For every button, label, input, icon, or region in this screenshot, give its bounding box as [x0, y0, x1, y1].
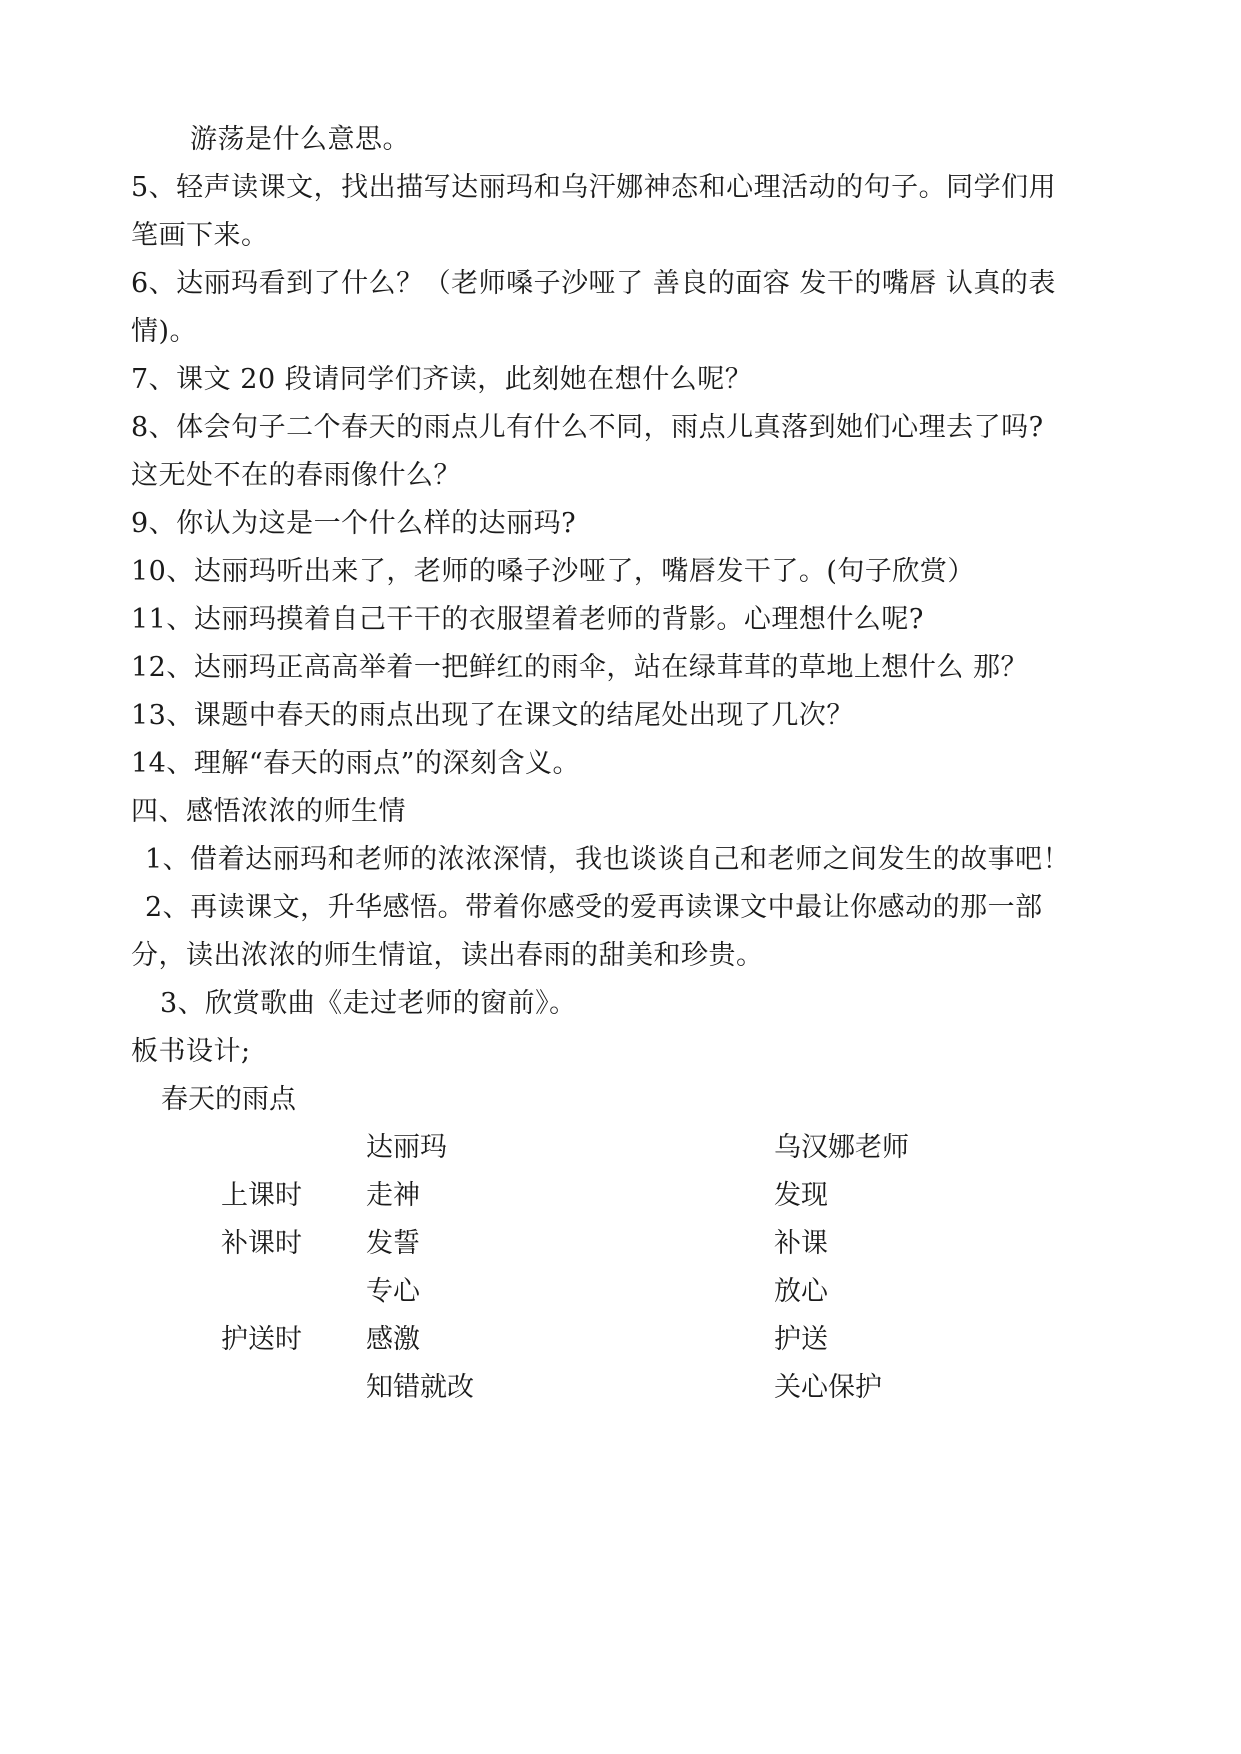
- board-row-time: 补课时: [221, 1228, 302, 1259]
- text-line: 这无处不在的春雨像什么？: [131, 460, 461, 491]
- text-line: 游荡是什么意思。: [190, 124, 410, 155]
- board-row-student: 发誓: [366, 1228, 420, 1259]
- text-line: 14、理解“春天的雨点”的深刻含义。: [131, 748, 580, 779]
- board-title: 春天的雨点: [161, 1084, 296, 1115]
- text-line: 8、体会句子二个春天的雨点儿有什么不同，雨点儿真落到她们心理去了吗?: [131, 412, 1044, 443]
- board-row-teacher: 发现: [774, 1180, 828, 1211]
- text-line: 情)。: [131, 316, 198, 347]
- board-row-student: 走神: [366, 1180, 420, 1211]
- board-row-student: 感激: [366, 1324, 420, 1355]
- section-heading: 四、感悟浓浓的师生情: [131, 796, 406, 827]
- board-row-teacher: 护送: [774, 1324, 828, 1355]
- text-line: 笔画下来。: [131, 220, 269, 251]
- text-line: 3、欣赏歌曲《走过老师的窗前》。: [160, 988, 577, 1019]
- text-line: 5、轻声读课文，找出描写达丽玛和乌汗娜神态和心理活动的句子。同学们用: [131, 172, 1057, 203]
- board-design-label: 板书设计;: [131, 1036, 251, 1067]
- text-line: 1、借着达丽玛和老师的浓浓深情，我也谈谈自己和老师之间发生的故事吧！: [145, 844, 1071, 875]
- board-row-student: 知错就改: [366, 1372, 474, 1403]
- board-col-student: 达丽玛: [366, 1132, 447, 1163]
- text-line: 12、达丽玛正高高举着一把鲜红的雨伞，站在绿茸茸的草地上想什么 那？: [131, 652, 1028, 683]
- board-row-time: 上课时: [221, 1180, 302, 1211]
- board-row-time: 护送时: [221, 1324, 302, 1355]
- board-row-teacher: 补课: [774, 1228, 828, 1259]
- text-line: 10、达丽玛听出来了，老师的嗓子沙哑了，嘴唇发干了。(句子欣赏）: [131, 556, 975, 587]
- text-line: 分，读出浓浓的师生情谊，读出春雨的甜美和珍贵。: [131, 940, 764, 971]
- text-line: 6、达丽玛看到了什么？（老师嗓子沙哑了 善良的面容 发干的嘴唇 认真的表: [131, 268, 1056, 299]
- text-line: 7、课文 20 段请同学们齐读，此刻她在想什么呢？: [131, 364, 753, 395]
- board-col-teacher: 乌汉娜老师: [774, 1132, 909, 1163]
- text-line: 11、达丽玛摸着自己干干的衣服望着老师的背影。心理想什么呢?: [131, 604, 924, 635]
- text-line: 9、你认为这是一个什么样的达丽玛?: [131, 508, 577, 539]
- text-line: 13、课题中春天的雨点出现了在课文的结尾处出现了几次？: [131, 700, 854, 731]
- board-row-student: 专心: [366, 1276, 420, 1307]
- board-row-teacher: 放心: [774, 1276, 828, 1307]
- text-line: 2、再读课文，升华感悟。带着你感受的爱再读课文中最让你感动的那一部: [145, 892, 1043, 923]
- board-row-teacher: 关心保护: [774, 1372, 882, 1403]
